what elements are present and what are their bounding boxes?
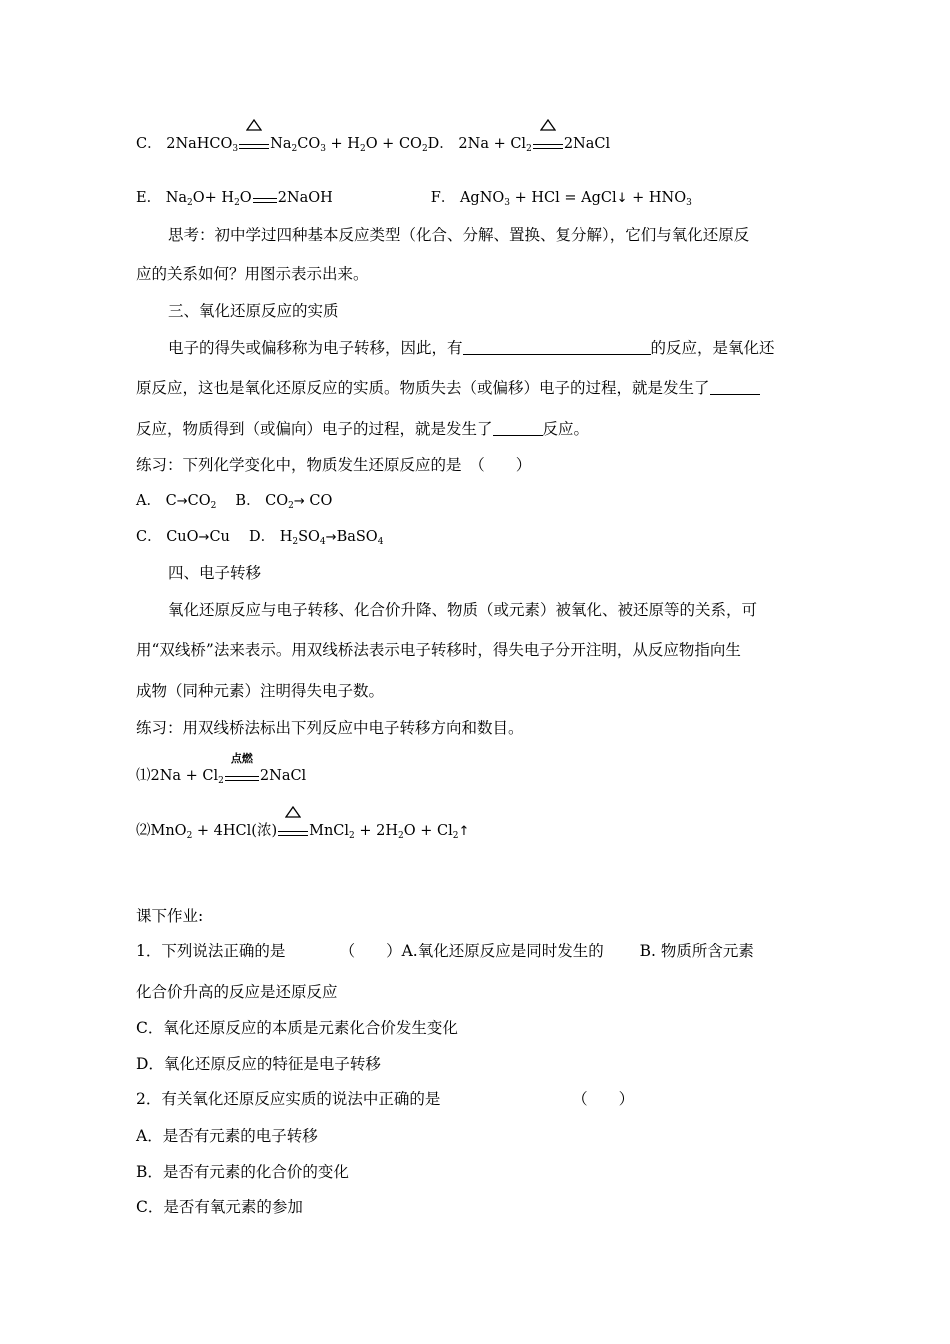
- exercise-2-question: 练习：用双线桥法标出下列反应中电子转移方向和数目。: [136, 719, 524, 737]
- arrow-right-icon: →: [198, 530, 210, 545]
- homework-q2-option-a: A．是否有元素的电子转移: [136, 1127, 318, 1145]
- section-4-paragraph-line2: 用“双线桥”法来表示。用双线桥法表示电子转移时，得失电子分开注明，从反应物指向生: [136, 641, 741, 659]
- homework-q1-option-c: C．氧化还原反应的本质是元素化合价发生变化: [136, 1019, 458, 1037]
- heat-triangle-icon: [246, 119, 262, 131]
- heat-equals-sign: [239, 136, 269, 156]
- arrow-right-icon: →: [325, 530, 337, 545]
- homework-q2-option-c: C．是否有氧元素的参加: [136, 1198, 303, 1216]
- gas-arrow-icon: ↑: [458, 824, 470, 839]
- section-3-paragraph-line3: 反应，物质得到（或偏向）电子的过程，就是发生了 反应。: [136, 420, 590, 438]
- section-3-paragraph-line2: 原反应，这也是氧化还原反应的实质。物质失去（或偏移）电子的过程，就是发生了: [136, 378, 760, 398]
- equals-sign: [253, 190, 277, 210]
- heat-equals-sign: [278, 823, 308, 843]
- equation-line-ef: E． $Na_2O+ H_2O$ 2NaOH F． AgNO$_3$ + HCl = AgCl↓ + $HNO_3$: [136, 190, 692, 208]
- homework-q1: 1．下列说法正确的是 （ ）A.氧化还原反应是同时发生的 B. 物质所含元素: [136, 942, 754, 960]
- equation-line-cd: C． 2NaHCO$_3$ $Na_2CO_3 + H_2O + CO_2D$． $2Na + Cl_2$ 2NaCl: [136, 134, 610, 159]
- section-3-paragraph-line1: 电子的得失或偏移称为电子转移，因此，有 的反应，是氧化还: [168, 339, 775, 357]
- exercise-2-equation-2: ⑵MnO$_2$ + 4HCl(浓) MnCl$_2$ + $2H_2O$ + $Cl_2↑$: [136, 821, 469, 846]
- section-3-title: 三、氧化还原反应的实质: [168, 302, 339, 320]
- heat-equals-sign: [533, 136, 563, 156]
- exercise-1-options-cd: C． CuO→Cu D． $H_2SO_4\to BaSO_4$: [136, 529, 384, 547]
- section-4-title: 四、电子转移: [168, 564, 262, 582]
- ignite-equals-sign: 点燃: [225, 768, 259, 788]
- homework-q1-option-d: D．氧化还原反应的特征是电子转移: [136, 1055, 381, 1073]
- fill-blank[interactable]: [710, 380, 760, 395]
- heat-triangle-icon: [285, 806, 301, 818]
- arrow-right-icon: →: [293, 494, 305, 509]
- fill-blank[interactable]: [463, 340, 651, 355]
- precipitate-arrow-icon: ↓: [616, 191, 628, 206]
- section-4-paragraph-line3: 成物（同种元素）注明得失电子数。: [136, 682, 385, 700]
- homework-title: 课下作业:: [136, 907, 204, 925]
- homework-q2: 2．有关氧化还原反应实质的说法中正确的是 （ ）: [136, 1090, 635, 1108]
- heat-triangle-icon: [540, 119, 556, 131]
- think-paragraph-line2: 应的关系如何？用图示表示出来。: [136, 265, 369, 283]
- arrow-right-icon: →: [176, 494, 188, 509]
- exercise-1-options-ab: A． $C\to CO_2$ B． $CO_2\to$ CO: [136, 493, 333, 511]
- exercise-2-equation-1: ⑴2Na + $Cl_2$ 点燃 2NaCl: [136, 752, 307, 786]
- section-4-paragraph-line1: 氧化还原反应与电子转移、化合价升降、物质（或元素）被氧化、被还原等的关系，可: [168, 601, 758, 619]
- homework-q2-option-b: B．是否有元素的化合价的变化: [136, 1163, 349, 1181]
- fill-blank[interactable]: [493, 421, 543, 436]
- homework-q1-continued: 化合价升高的反应是还原反应: [136, 983, 338, 1001]
- think-paragraph-line1: 思考：初中学过四种基本反应类型（化合、分解、置换、复分解），它们与氧化还原反: [168, 226, 750, 244]
- exercise-1-question: 练习：下列化学变化中，物质发生还原反应的是 （ ）: [136, 456, 532, 474]
